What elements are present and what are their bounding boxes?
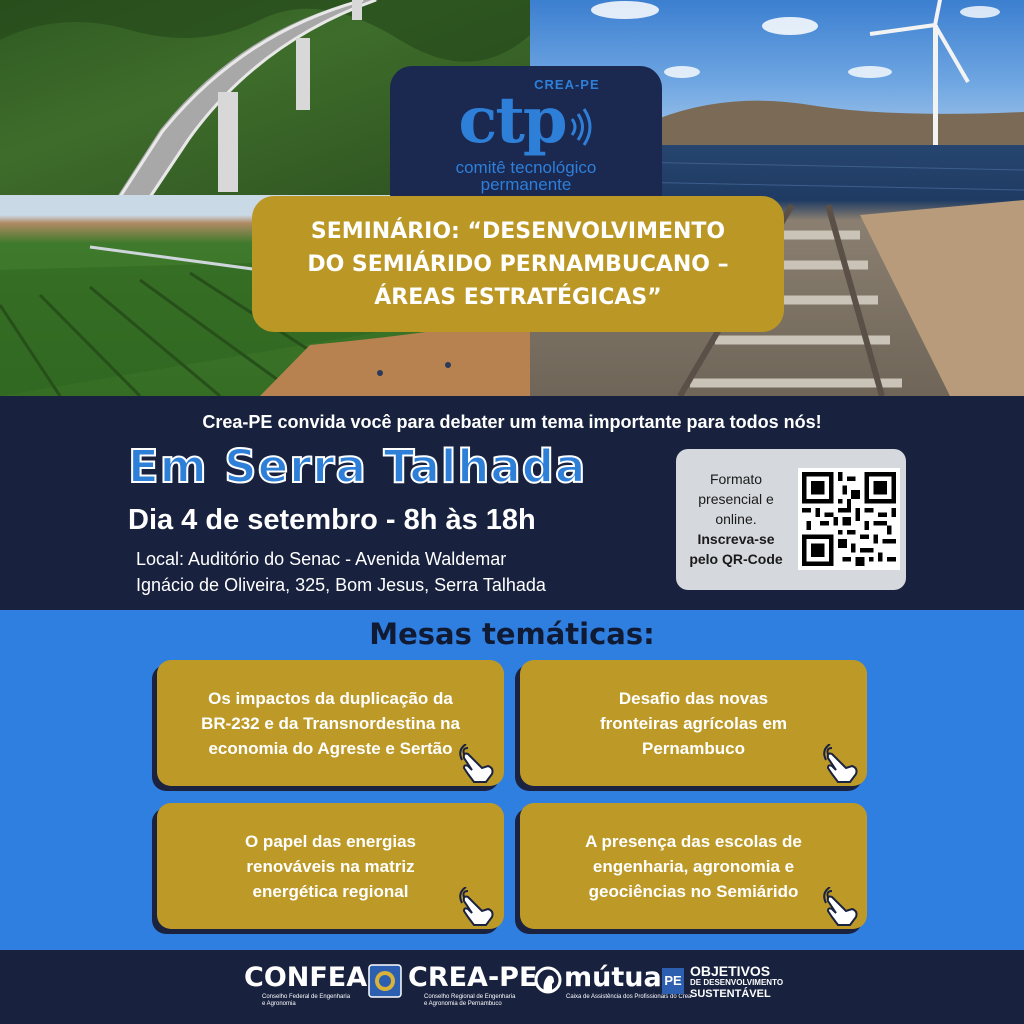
topic-card-text: Os impactos da duplicação da BR-232 e da Transnordestina na economia do Agreste e Sertão xyxy=(201,688,460,758)
mutua-logo: mútua xyxy=(564,962,662,993)
pointer-hand-icon xyxy=(822,887,862,927)
event-date: Dia 4 de setembro - 8h às 18h xyxy=(128,504,536,536)
pointer-hand-icon xyxy=(458,744,498,784)
confea-caption: Conselho Federal de Engenharia e Agronomia xyxy=(262,994,351,1007)
creape-logo: CREA-PE xyxy=(408,962,538,993)
event-location: Local: Auditório do Senac - Avenida Waldemar Ignácio de Oliveira, 325, Bom Jesus, Serra Talhada xyxy=(136,549,546,595)
mutua-caption: Caixa de Assistência dos Profissionais do Crea xyxy=(566,994,692,1000)
topic-card-schools[interactable] xyxy=(520,803,867,929)
topic-card-text: O papel das energias renováveis na matriz energética regional xyxy=(244,831,416,901)
pointer-hand-icon xyxy=(458,887,498,927)
ctp-logo xyxy=(390,66,662,216)
thematic-tables-section xyxy=(0,610,1024,950)
topic-card-highway[interactable] xyxy=(157,660,504,786)
sdg-logo: OBJETIVOS DE DESENVOLVIMENTO SUSTENTÁVEL xyxy=(690,963,784,1000)
logo-letters: ctp xyxy=(458,83,566,158)
confea-logo: CONFEA xyxy=(244,962,368,993)
logo-subtitle: comitê tecnológico permanente xyxy=(455,158,597,194)
creape-caption: Conselho Regional de Engenharia e Agronomia de Pernambuco xyxy=(424,994,516,1007)
event-city: Em Serra Talhada xyxy=(128,440,587,493)
seminar-title xyxy=(252,196,784,332)
topic-card-text: Desafio das novas fronteiras agrícolas em Pernambuco xyxy=(599,688,788,758)
mutua-head-icon xyxy=(534,966,562,996)
topic-card-text: A presença das escolas de engenharia, agronomia e geociências no Semiárido xyxy=(585,831,802,901)
registration-text: Formato presencial e online. Inscreva-se pelo QR-Code xyxy=(689,471,783,567)
signal-waves-icon xyxy=(568,107,594,147)
ctp-logo-mark xyxy=(458,77,600,158)
topic-card-agriculture[interactable] xyxy=(520,660,867,786)
qr-code[interactable] xyxy=(798,468,900,570)
title-line: DO SEMIÁRIDO PERNAMBUCANO – xyxy=(307,251,729,277)
title-line: ÁREAS ESTRATÉGICAS” xyxy=(374,284,662,310)
topic-card-energy[interactable] xyxy=(157,803,504,929)
section-heading: Mesas temáticas: xyxy=(369,617,655,651)
title-line: SEMINÁRIO: “DESENVOLVIMENTO xyxy=(310,218,726,244)
pointer-hand-icon xyxy=(822,744,862,784)
logo-brand: CREA-PE xyxy=(534,77,600,92)
invite-text: Crea-PE convida você para debater um tema importante para todos nós! xyxy=(202,412,822,432)
crea-seal-icon xyxy=(368,964,402,998)
mutua-pe-tag: PE xyxy=(662,968,684,994)
